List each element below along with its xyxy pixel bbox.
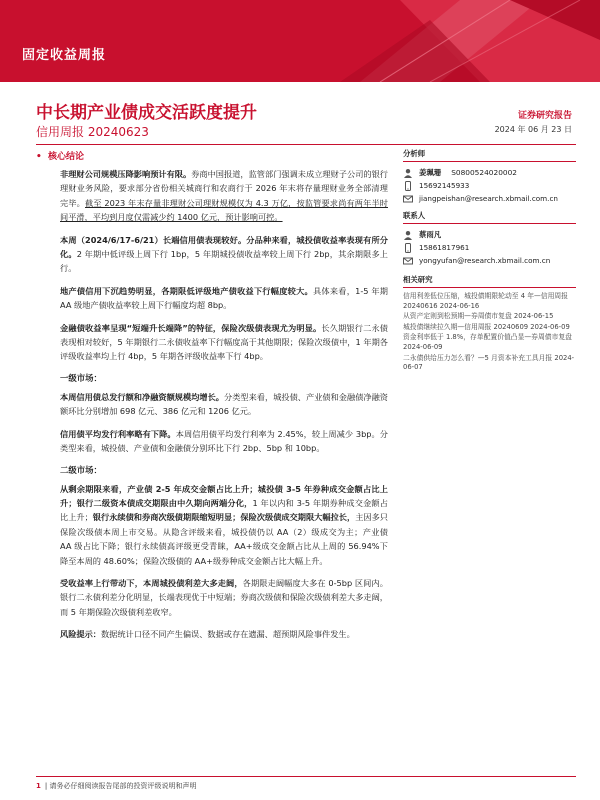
sidebar	[403, 148, 576, 374]
contact-phone: 15861817961	[419, 243, 470, 252]
title-divider	[36, 144, 576, 145]
footer-disclaimer: 请务必仔细阅读报告尾部的投资评级说明和声明	[49, 782, 197, 790]
risk-warning: 风险提示：数据统计口径不同产生偏误、数据或存在遗漏、超预期风险事件发生。	[60, 629, 355, 640]
secondary-market-heading: 二级市场：	[60, 464, 102, 475]
report-series-title: 固定收益周报	[22, 48, 107, 63]
analyst-label: 分析师	[403, 148, 576, 162]
phone-icon	[403, 181, 413, 191]
contact-name-row	[403, 229, 576, 240]
paragraph-8: 受收益率上行带动下，本周城投债利差大多走阔，各期限走阔幅度大多在 0-5bp 区间内。银行二永债利差分化明显，长端表现优于中短端；券商次级债和保险次级债利差大多走阔，而 5 年期保险次级债利差收窄。	[60, 577, 388, 617]
paragraph-5: 本周信用债总发行额和净融资额规模均增长。分类型来看，城投债、产业债和金融债净融资额环比分别增加 698 亿元、386 亿元和 1206 亿元。	[60, 391, 388, 417]
contact-label: 联系人	[403, 210, 576, 224]
footer	[36, 781, 196, 791]
related-research-item[interactable]: 信用利差低位压缩，城投债期限轮动至 4 年—信用周报 20240616 2024-06-16	[403, 292, 568, 310]
analyst-name-row	[403, 167, 576, 178]
banner-decoration	[280, 0, 600, 82]
paragraph-1: 非理财公司规模压降影响预计有限。券商中国报道，监管部门强调未成立理财子公司的银行理财业务风险，要求部分省份相关城商行和农商行于 2026 年末将存量理财业务全部清理完毕。截至 2023 年末存量非理财公司理财规模仅为 4.3 万亿，按监管要求尚有两年半时间平滑，平均到月度仅需减少约 1400 亿元，预计影响可控。	[60, 169, 388, 223]
paragraph-3: 地产债信用下沉趋势明显，各期限低评级地产债收益下行幅度较大。具体来看，1-5 年期 AA 级地产债收益率较上周下行幅度均超 8bp。	[60, 285, 388, 311]
paragraph-2: 本周（2024/6/17-6/21）长端信用债表现较好。分品种来看，城投债收益率表现有所分化。2 年期中低评级上周下行 1bp，5 年期城投债收益率较上周下行 2bp，其余期限多上行。	[60, 234, 388, 274]
page-subtitle: 信用周报 20240623	[36, 125, 149, 139]
analyst-name: 姜珮珊	[419, 168, 442, 177]
contact-email[interactable]: yongyufan@research.xbmail.com.cn	[419, 256, 551, 265]
contact-name: 蔡雨凡	[419, 230, 442, 239]
paragraph-4: 金融债收益率呈现“短端升长端降”的特征，保险次级债表现尤为明显。长久期银行二永债表现相对较好，5 年期银行二永债收益率下行幅度高于其他期限；保险次级债中，1 年期各评级收益率均上行 4bp，5 年期各评级收益率下行 4bp。	[60, 322, 388, 362]
report-type-label: 证券研究报告	[517, 111, 572, 121]
related-research-item[interactable]: 城投债继续拉久期—信用周报 20240609 2024-06-09	[403, 322, 570, 331]
analyst-email-row	[403, 194, 576, 204]
analyst-email[interactable]: jiangpeishan@research.xbmail.com.cn	[419, 194, 558, 203]
analyst-phone: 15692145933	[419, 181, 470, 190]
header-banner	[0, 0, 600, 82]
email-icon	[403, 256, 413, 266]
contact-phone-row	[403, 243, 576, 253]
related-research-label: 相关研究	[403, 274, 576, 288]
footer-divider	[36, 776, 576, 777]
bullet-icon: •	[36, 152, 49, 162]
email-icon	[403, 194, 413, 204]
analyst-phone-row	[403, 181, 576, 191]
related-research-item[interactable]: 二永债供给压力怎么看？—5 月资本补充工具月报 2024-06-07	[403, 353, 575, 372]
main-content	[60, 167, 388, 650]
footer-separator: |	[44, 782, 50, 790]
person-icon	[403, 168, 413, 178]
contact-email-row	[403, 256, 576, 266]
core-conclusion-heading: • 核心结论	[36, 152, 85, 162]
report-date: 2024 年 06 月 23 日	[494, 125, 572, 134]
paragraph-6: 信用债平均发行利率略有下降。本周信用债平均发行利率为 2.45%，较上周减少 3bp。分类型来看，城投债、产业债和金融债分别环比下行 2bp、5bp 和 10bp。	[60, 428, 388, 454]
person-icon	[403, 230, 413, 240]
related-research-item[interactable]: 资金利率低于 1.8%，存单配置价值凸显—券周债市复盘 2024-06-09	[403, 333, 572, 351]
page-title: 中长期产业债成交活跃度提升	[36, 103, 257, 123]
phone-icon	[403, 243, 413, 253]
related-research-item[interactable]: 从资产定则到松预期—券周债市复盘 2024-06-15	[403, 312, 554, 321]
analyst-id: S0800524020002	[451, 168, 518, 177]
paragraph-7: 从剩余期限来看，产业债 2-5 年成交金额占比上升；城投债 3-5 年券种成交金额占比上升；银行二级资本债成交期限由中久期向两端分化，1 年以内和 3-5 年期券种成交金额占比上升；银行永续债和券商次级债期限缩短明显；保险次级债成交期限大幅拉长，主因多只保险次级债本周上市交易。从隐含评级来看，城投债仍以 AA（2）级成交为主；产业债 AA 级占比下降；银行永续债高评级更受青睐，AA+级成交金额占比从上周的 56.94%下降至本周的 48.60%；保险次级债的 AA+级券种成交金额占比大幅上升。	[60, 483, 388, 566]
primary-market-heading: 一级市场：	[60, 372, 102, 383]
related-research-list	[403, 292, 576, 373]
page-number: 1	[36, 782, 41, 790]
